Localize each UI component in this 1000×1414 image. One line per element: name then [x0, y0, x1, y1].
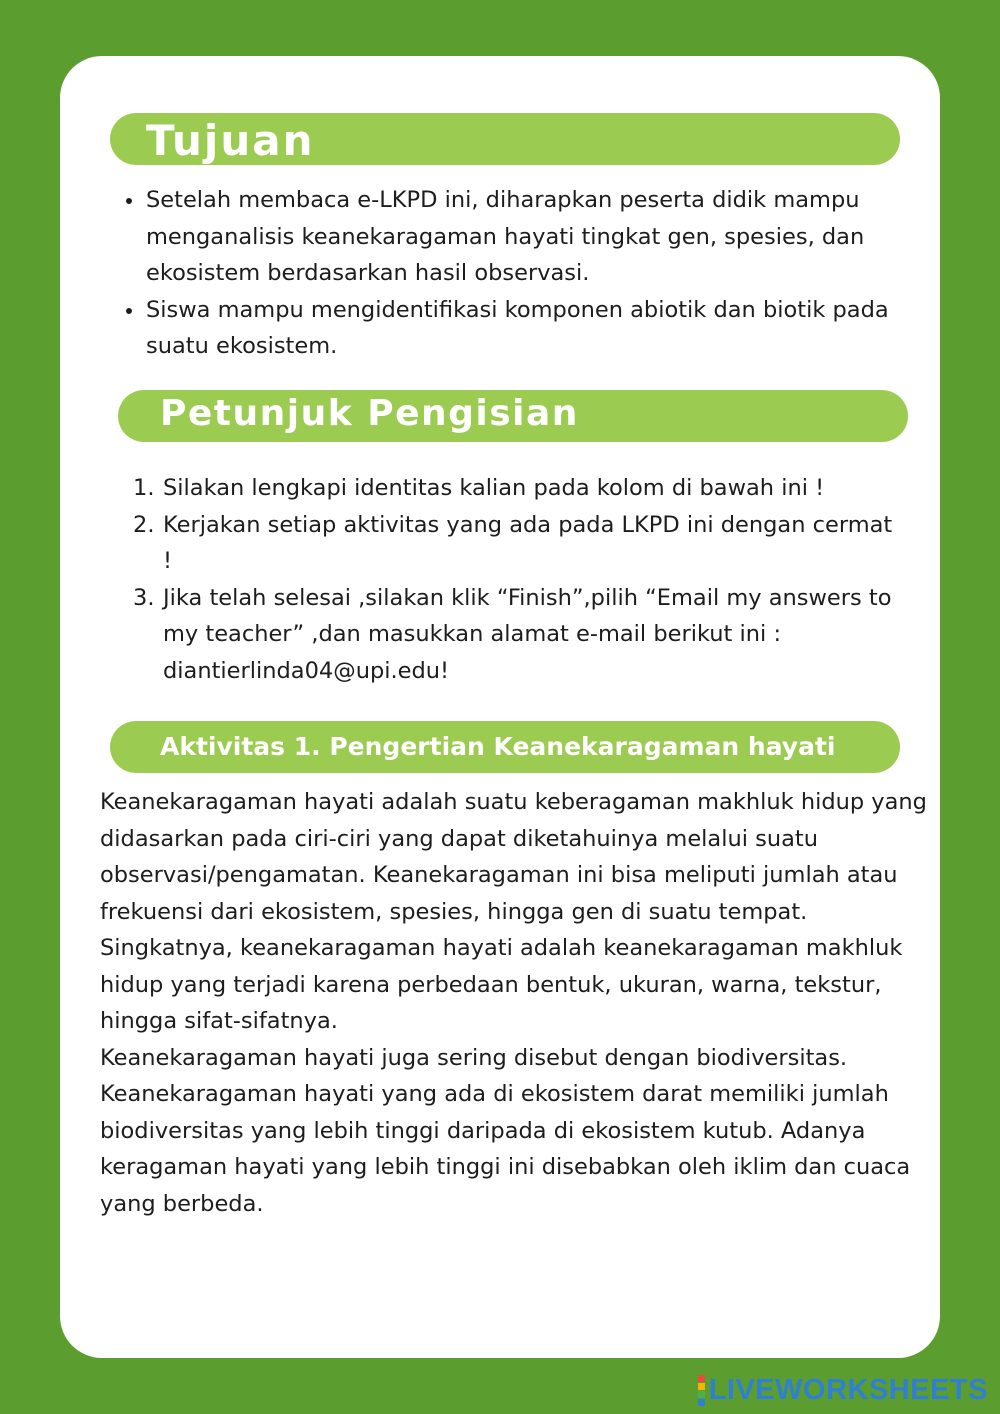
instruction-item	[133, 507, 903, 580]
goal-item: Setelah membaca e-LKPD ini, diharapkan peserta didik mampu menganalisis keanekaragaman hayati tingkat gen, spesies, dan ekosistem berdasarkan hasil observasi.	[146, 182, 916, 292]
instruction-item	[133, 470, 903, 507]
instruction-number: 1.	[133, 475, 155, 501]
goal-item: Siswa mampu mengidentifikasi komponen abiotik dan biotik pada suatu ekosistem.	[146, 292, 916, 365]
section-title-tujuan: Tujuan	[146, 116, 315, 165]
instruction-text: Silakan lengkapi identitas kalian pada kolom di bawah ini !	[163, 475, 825, 501]
instruction-text: Kerjakan setiap aktivitas yang ada pada LKPD ini dengan cermat !	[163, 511, 893, 574]
section-header-petunjuk	[118, 390, 908, 442]
liveworksheets-logo-text: LIVEWORKSHEETS	[708, 1374, 988, 1406]
activity-paragraph: Keanekaragaman hayati adalah suatu keberagaman makhluk hidup yang didasarkan pada ciri-ciri yang dapat diketahuinya melalui suatu observasi/pengamatan. Keanekaragaman ini bisa meliputi jumlah atau frekuensi dari ekosistem, spesies, hingga gen di suatu tempat. Singkatnya, keanekaragaman hayati adalah keanekaragaman makhluk hidup yang terjadi karena perbedaan bentuk, ukuran, warna, tekstur, hingga sifat-sifatnya.	[100, 789, 927, 1034]
instruction-item	[133, 580, 903, 690]
instruction-number: 3.	[133, 584, 155, 611]
activity-paragraph: Keanekaragaman hayati juga sering disebut dengan biodiversitas. Keanekaragaman hayati yang ada di ekosistem darat memiliki jumlah biodiversitas yang lebih tinggi daripada di ekosistem kutub. Adanya keragaman hayati yang lebih tinggi ini disebabkan oleh iklim dan cuaca yang berbeda.	[100, 1044, 911, 1217]
section-header-aktivitas	[110, 721, 900, 773]
goals-list	[146, 182, 916, 365]
section-header-tujuan	[110, 113, 900, 165]
logo-block-l	[698, 1375, 705, 1382]
logo-block-e	[698, 1399, 705, 1406]
worksheet-card	[60, 56, 940, 1358]
logo-block-v	[698, 1391, 705, 1398]
activity-description	[100, 784, 930, 1222]
section-title-petunjuk: Petunjuk Pengisian	[160, 393, 579, 434]
logo-block-i	[698, 1383, 705, 1390]
instructions-list	[133, 470, 903, 689]
instruction-text: Jika telah selesai ,silakan klik “Finish”,pilih “Email my answers to my teacher” ,dan masukkan alamat e-mail berikut ini : diantierlinda04@upi.edu!	[163, 584, 892, 684]
liveworksheets-logo-icon	[698, 1375, 705, 1406]
instruction-number: 2.	[133, 511, 155, 538]
section-title-aktivitas: Aktivitas 1. Pengertian Keanekaragaman hayati	[160, 732, 836, 761]
liveworksheets-logo	[698, 1374, 988, 1407]
